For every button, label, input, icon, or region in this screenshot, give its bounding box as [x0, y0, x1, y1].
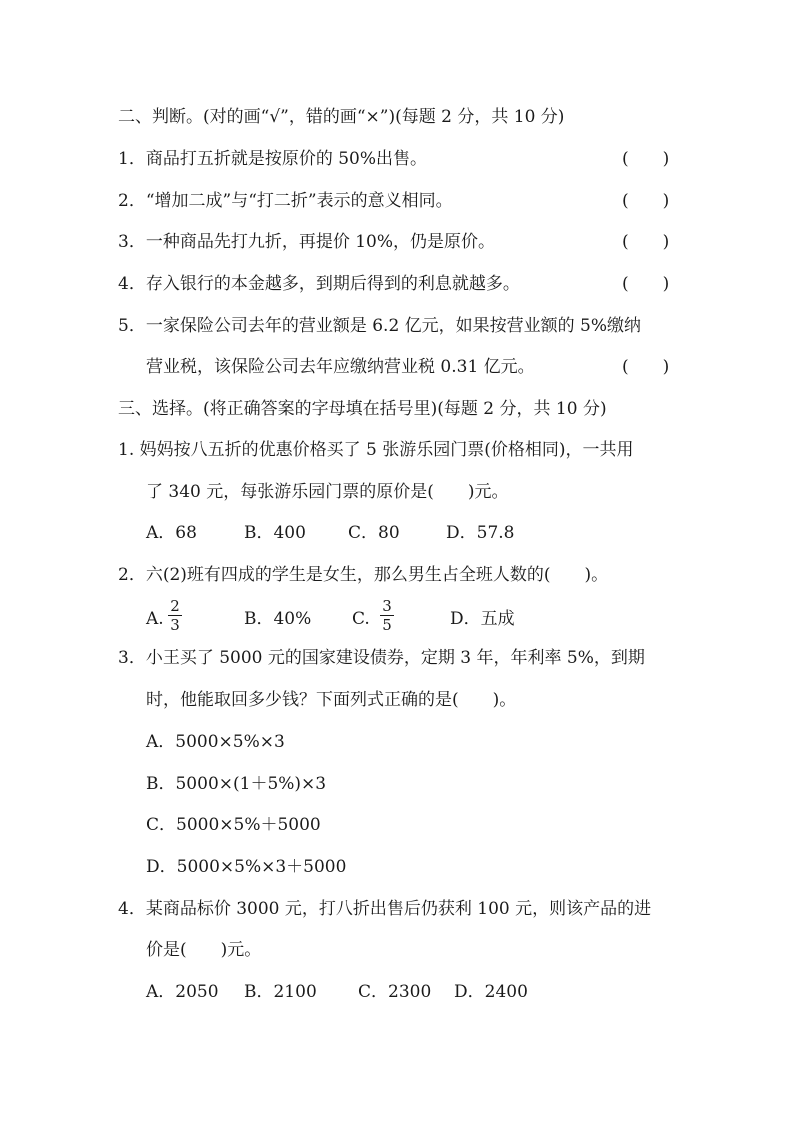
q2-option-a-denominator: 3	[170, 616, 180, 634]
q2-option-a-numerator: 2	[170, 597, 180, 615]
choice-q4-line1: 4．某商品标价 3000 元，打八折出售后仍获利 100 元，则该产品的进	[118, 899, 652, 919]
judge-item-5: 5．一家保险公司去年的营业额是 6.2 亿元，如果按营业额的 5%缴纳	[118, 316, 642, 336]
q4-option-d[interactable]: D．2400	[454, 982, 528, 1002]
choice-q1-line1: 1. 妈妈按八五折的优惠价格买了 5 张游乐园门票(价格相同)，一共用	[118, 440, 634, 460]
q2-option-a-fraction	[168, 598, 182, 633]
q2-option-c-label[interactable]: C.	[352, 609, 370, 629]
choice-q1-line2: 了 340 元，每张游乐园门票的原价是( )元。	[146, 482, 509, 502]
judge-item-5-cont: 营业税，该保险公司去年应缴纳营业税 0.31 亿元。	[146, 357, 535, 377]
judge-item-1: 1．商品打五折就是按原价的 50%出售。	[118, 149, 428, 169]
answer-paren-3[interactable]: ( )	[622, 232, 670, 252]
q1-option-c[interactable]: C．80	[348, 523, 400, 543]
q4-option-a[interactable]: A．2050	[146, 982, 219, 1002]
answer-paren-5[interactable]: ( )	[622, 357, 670, 377]
choice-q4-line2: 价是( )元。	[146, 940, 262, 960]
q2-option-a-label[interactable]: A.	[146, 609, 164, 629]
q4-option-c[interactable]: C．2300	[358, 982, 432, 1002]
section-2-heading: 二、判断。(对的画“√”，错的画“×”)(每题 2 分，共 10 分)	[118, 107, 565, 127]
q3-option-d[interactable]: D．5000×5%×3＋5000	[146, 857, 347, 877]
answer-paren-4[interactable]: ( )	[622, 274, 670, 294]
q2-option-d[interactable]: D．五成	[450, 609, 515, 629]
q3-option-b[interactable]: B．5000×(1＋5%)×3	[146, 774, 327, 794]
answer-paren-2[interactable]: ( )	[622, 191, 670, 211]
q2-option-c-numerator: 3	[382, 597, 392, 615]
q2-option-c-fraction	[380, 598, 394, 633]
judge-item-2: 2．“增加二成”与“打二折”表示的意义相同。	[118, 191, 453, 211]
answer-paren-1[interactable]: ( )	[622, 149, 670, 169]
q2-option-c-denominator: 5	[382, 616, 392, 634]
choice-q3-line1: 3．小王买了 5000 元的国家建设债券，定期 3 年，年利率 5%，到期	[118, 648, 645, 668]
q3-option-a[interactable]: A．5000×5%×3	[146, 732, 285, 752]
q1-option-d[interactable]: D．57.8	[446, 523, 515, 543]
choice-q2-line1: 2．六(2)班有四成的学生是女生，那么男生占全班人数的( )。	[118, 565, 609, 585]
q3-option-c[interactable]: C．5000×5%＋5000	[146, 815, 321, 835]
q4-option-b[interactable]: B．2100	[244, 982, 317, 1002]
q2-option-b[interactable]: B．40%	[244, 609, 312, 629]
choice-q3-line2: 时，他能取回多少钱？下面列式正确的是( )。	[146, 690, 517, 710]
section-3-heading: 三、选择。(将正确答案的字母填在括号里)(每题 2 分，共 10 分)	[118, 399, 607, 419]
judge-item-3: 3．一种商品先打九折，再提价 10%，仍是原价。	[118, 232, 496, 252]
judge-item-4: 4．存入银行的本金越多，到期后得到的利息就越多。	[118, 274, 520, 294]
q1-option-a[interactable]: A．68	[146, 523, 197, 543]
q1-option-b[interactable]: B．400	[244, 523, 306, 543]
